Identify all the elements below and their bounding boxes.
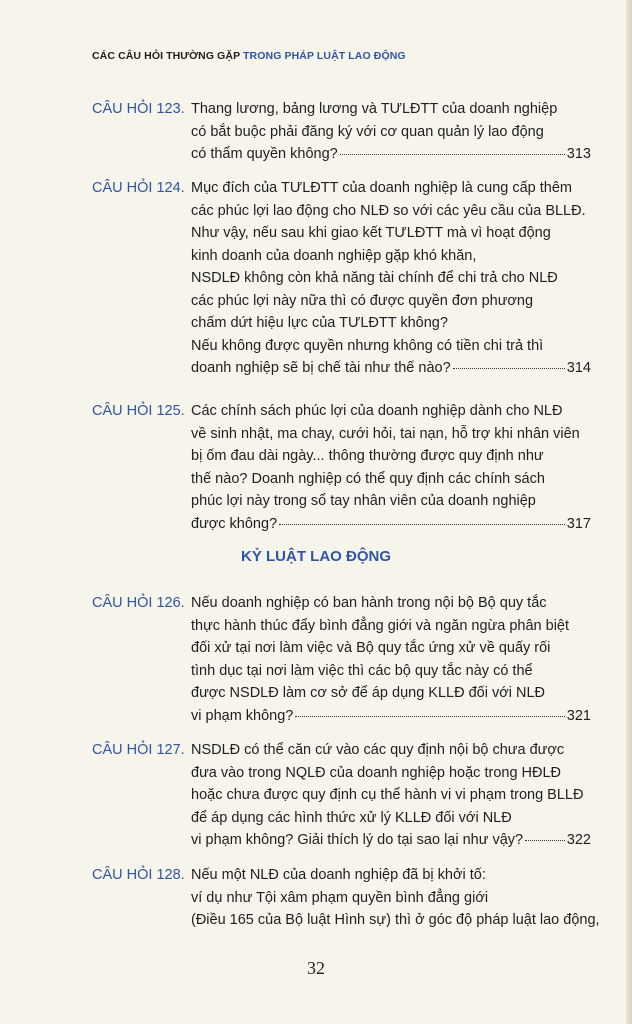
question-line: được không?: [191, 515, 278, 532]
question-last-line: [191, 357, 591, 380]
page-reference: 317: [566, 515, 591, 532]
question-last-line: [191, 705, 591, 728]
question-label: CÂU HỎI 125.: [92, 403, 185, 419]
dot-leader: [453, 367, 565, 369]
question-text: [191, 400, 591, 535]
question-text: [191, 864, 600, 932]
question-line: đối xử tại nơi làm việc và Bộ quy tắc ứng xử về quấy rối: [191, 640, 551, 656]
question-label: CÂU HỎI 126.: [92, 595, 185, 611]
question-label: CÂU HỎI 127.: [92, 742, 185, 758]
question-line: NSDLĐ có thể căn cứ vào các quy định nội bộ chưa được: [191, 742, 565, 758]
question-line: các phúc lợi lao động cho NLĐ so với các yêu cầu của BLLĐ.: [191, 202, 586, 219]
page-reference: 313: [566, 146, 591, 162]
question-line: thế nào? Doanh nghiệp có thể quy định các chính sách: [191, 470, 545, 487]
question-line: được NSDLĐ làm cơ sở để áp dụng KLLĐ đối với NLĐ: [191, 685, 545, 701]
question-line: có thẩm quyền không?: [191, 146, 338, 162]
question-line: (Điều 165 của Bộ luật Hình sự) thì ở góc độ pháp luật lao động,: [191, 912, 600, 928]
running-header-accent: TRONG PHÁP LUẬT LAO ĐỘNG: [243, 50, 406, 62]
question-line: Mục đích của TƯLĐTT của doanh nghiệp là cung cấp thêm: [191, 180, 573, 196]
question-text: [191, 592, 591, 727]
dot-leader: [279, 523, 565, 525]
question-line: vi phạm không? Giải thích lý do tại sao lại như vậy?: [191, 832, 524, 848]
dot-leader: [525, 839, 565, 841]
question-line: chấm dứt hiệu lực của TƯLĐTT không?: [191, 315, 448, 331]
question-label: CÂU HỎI 123.: [92, 101, 185, 117]
dot-leader: [295, 715, 564, 717]
question-line: về sinh nhật, ma chay, cưới hỏi, tai nạn, hỗ trợ khi nhân viên: [191, 425, 580, 442]
question-line: thực hành thúc đẩy bình đẳng giới và ngăn ngừa phân biệt: [191, 617, 570, 634]
question-line: Nếu doanh nghiệp có ban hành trong nội bộ Bộ quy tắc: [191, 595, 547, 611]
page-number: 32: [307, 958, 325, 978]
question-last-line: [191, 829, 591, 852]
question-line: doanh nghiệp sẽ bị chế tài như thế nào?: [191, 360, 451, 376]
question-line: bị ốm đau dài ngày... thông thường được quy định như: [191, 448, 544, 464]
question-last-line: [191, 513, 591, 536]
question-line: Như vậy, nếu sau khi giao kết TƯLĐTT mà vì hoạt động: [191, 225, 551, 241]
question-line: Các chính sách phúc lợi của doanh nghiệp dành cho NLĐ: [191, 403, 563, 419]
page-reference: 314: [566, 360, 591, 376]
question-label: CÂU HỎI 124.: [92, 180, 185, 196]
page-edge: [626, 0, 632, 1024]
dot-leader: [340, 153, 565, 155]
page-reference: 322: [566, 832, 591, 848]
running-header-main: CÁC CÂU HỎI THƯỜNG GẶP: [92, 50, 241, 62]
running-header: [92, 50, 406, 62]
question-last-line: [191, 143, 591, 166]
question-line: hoặc chưa được quy định cụ thể hành vi vi phạm trong BLLĐ: [191, 787, 584, 803]
question-line: Thang lương, bảng lương và TƯLĐTT của doanh nghiệp: [191, 101, 558, 117]
section-title: KỶ LUẬT LAO ĐỘNG: [241, 548, 391, 565]
question-line: để áp dụng các hình thức xử lý KLLĐ đối với NLĐ: [191, 809, 512, 826]
question-label: CÂU HỎI 128.: [92, 867, 185, 883]
question-line: ví dụ như Tội xâm phạm quyền bình đẳng giới: [191, 889, 489, 906]
question-line: tình dục tại nơi làm việc thì các bộ quy tắc này có thể: [191, 662, 533, 679]
question-line: đưa vào trong NQLĐ của doanh nghiệp hoặc trong HĐLĐ: [191, 764, 562, 781]
question-line: các phúc lợi này nữa thì có được quyền đơn phương: [191, 292, 534, 309]
question-text: [191, 177, 591, 380]
question-line: kinh doanh của doanh nghiệp gặp khó khăn,: [191, 247, 477, 264]
question-line: Nếu một NLĐ của doanh nghiệp đã bị khởi tố:: [191, 867, 486, 883]
page-reference: 321: [566, 707, 591, 724]
question-line: Nếu không được quyền nhưng không có tiền chi trả thì: [191, 337, 544, 354]
question-text: [191, 739, 591, 852]
question-line: NSDLĐ không còn khả năng tài chính để chi trả cho NLĐ: [191, 270, 558, 286]
question-text: [191, 98, 591, 166]
question-line: có bắt buộc phải đăng ký với cơ quan quản lý lao động: [191, 123, 544, 140]
question-line: phúc lợi này trong sổ tay nhân viên của doanh nghiệp: [191, 493, 536, 509]
question-line: vi phạm không?: [191, 707, 294, 724]
